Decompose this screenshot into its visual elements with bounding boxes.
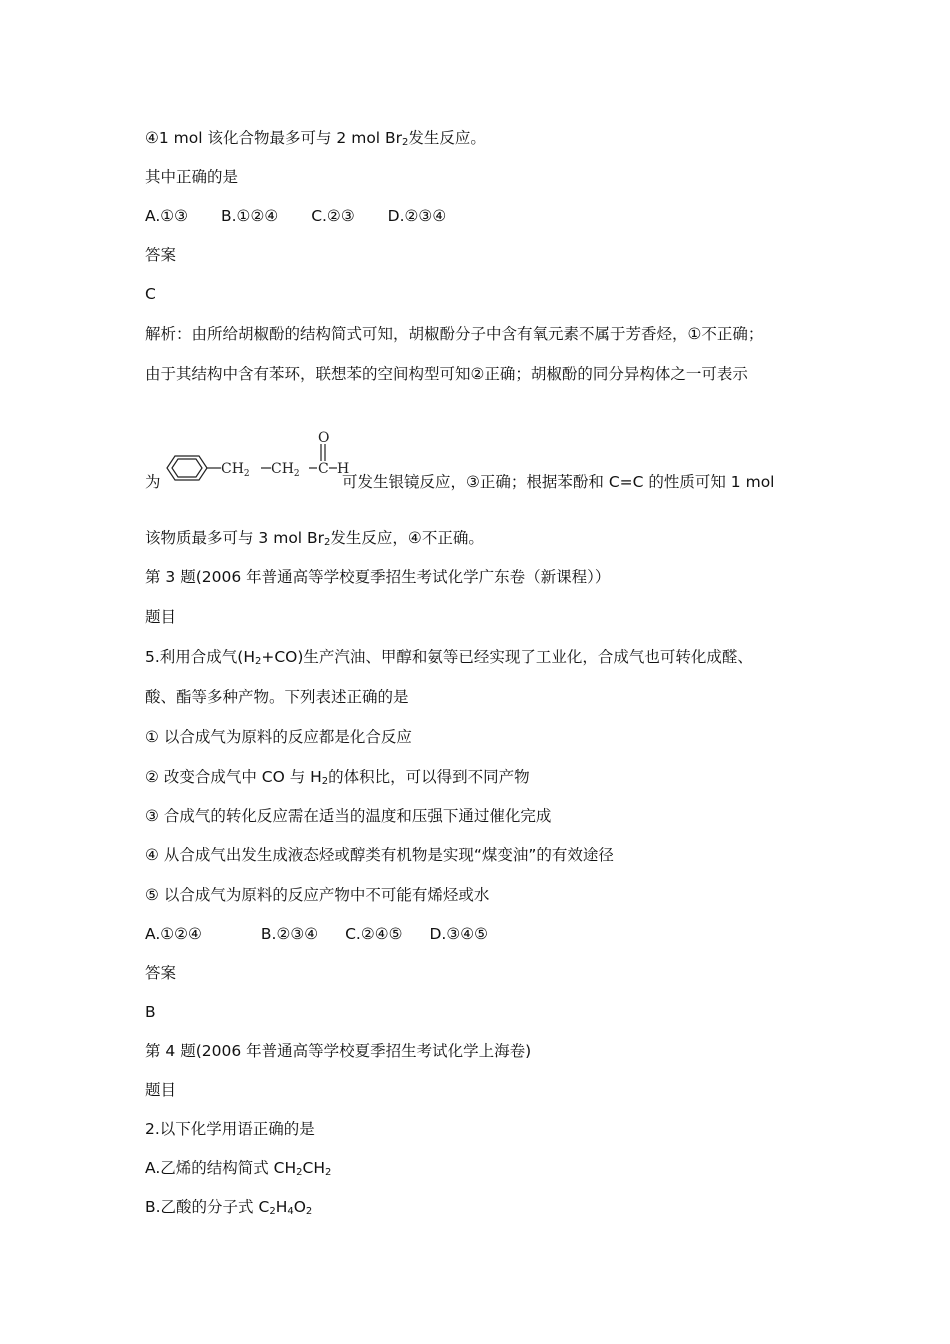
question-3-stem-1 [145, 647, 753, 667]
analysis-line-3-prefix: 为 [145, 473, 161, 491]
option-c: C.②③ [311, 207, 355, 225]
option-text: B.乙酸的分子式 C [145, 1198, 270, 1216]
statement-4-text: ④1 mol 该化合物最多可与 2 mol Br [145, 129, 403, 147]
question-4-option-b [145, 1197, 312, 1217]
stem-text-end: +CO)生产汽油、甲醇和氨等已经实现了工业化，合成气也可转化成醛、 [261, 648, 753, 666]
subscript: 2 [255, 656, 262, 667]
question-3-options [145, 924, 488, 944]
answer-label: 答案 [145, 246, 177, 264]
analysis-line-2: 由于其结构中含有苯环，联想苯的空间构型可知②正确；胡椒酚的同分异构体之一可表示 [145, 365, 748, 383]
option-text: H [275, 1198, 288, 1216]
subscript: 2 [325, 1167, 332, 1178]
aldehyde-hydrogen: H [337, 461, 350, 477]
option-text: O [293, 1198, 306, 1216]
subscript: 2 [269, 1206, 276, 1217]
analysis-line-1: 解析：由所给胡椒酚的结构简式可知，胡椒酚分子中含有氧元素不属于芳香烃，①不正确； [145, 325, 764, 343]
question-4-header: 第 4 题(2006 年普通高等学校夏季招生考试化学上海卷) [145, 1042, 532, 1060]
option-text: CH [302, 1159, 326, 1177]
analysis-line-4-end: 发生反应，④不正确。 [330, 529, 484, 547]
structural-formula [163, 428, 350, 492]
oxygen-atom: O [318, 430, 330, 446]
option-b: B.①②④ [221, 207, 279, 225]
svg-text:CH2 [221, 461, 250, 479]
subscript: 2 [293, 469, 300, 479]
question-3-header: 第 3 题(2006 年普通高等学校夏季招生考试化学广东卷（新课程）） [145, 568, 611, 586]
question-3-answer-label: 答案 [145, 964, 177, 982]
options-row [145, 206, 446, 226]
carbonyl-carbon: C [318, 461, 329, 477]
question-3-title-label: 题目 [145, 608, 177, 626]
subscript: 4 [287, 1206, 294, 1217]
question-3-statement-3: ③ 合成气的转化反应需在适当的温度和压强下通过催化完成 [145, 807, 552, 825]
analysis-line-4 [145, 528, 484, 548]
analysis-line-3-text: 可发生银镜反应，③正确；根据苯酚和 C=C 的性质可知 1 mol [342, 473, 775, 491]
subscript: 2 [243, 469, 250, 479]
analysis-line-3 [145, 428, 845, 498]
option-d: D.③④⑤ [429, 925, 489, 943]
analysis-line-4-text: 该物质最多可与 3 mol Br [145, 529, 325, 547]
subscript: 2 [324, 537, 331, 548]
question-3-answer: B [145, 1003, 156, 1021]
benzene-inner-ring [172, 459, 202, 477]
option-a: A.①②④ [145, 925, 202, 943]
option-a: A.①③ [145, 207, 189, 225]
subscript: 2 [296, 1167, 303, 1178]
question-3-statement-2 [145, 767, 530, 787]
option-d: D.②③④ [387, 207, 447, 225]
question-4-stem: 2.以下化学用语正确的是 [145, 1120, 315, 1138]
statement-4 [145, 128, 486, 148]
statement-4-text-end: 发生反应。 [408, 129, 486, 147]
benzene-ring [167, 456, 207, 480]
svg-text:CH2 [271, 461, 300, 479]
question-4-title-label: 题目 [145, 1081, 177, 1099]
question-3-statement-1: ① 以合成气为原料的反应都是化合反应 [145, 728, 412, 746]
option-c: C.②④⑤ [345, 925, 403, 943]
question-3-statement-5: ⑤ 以合成气为原料的反应产物中不可能有烯烃或水 [145, 886, 490, 904]
option-b: B.②③④ [260, 925, 319, 943]
ch2-group: CH [271, 461, 294, 477]
answer-value: C [145, 285, 156, 303]
ch2-group: CH [221, 461, 244, 477]
question-4-option-a [145, 1158, 331, 1178]
statement-text: ② 改变合成气中 CO 与 H [145, 768, 322, 786]
subscript: 2 [402, 137, 409, 148]
question-3-stem-2: 酸、酯等多种产物。下列表述正确的是 [145, 688, 409, 706]
statement-text-end: 的体积比，可以得到不同产物 [328, 768, 530, 786]
question-3-statement-4: ④ 从合成气出发生成液态烃或醇类有机物是实现“煤变油”的有效途径 [145, 846, 614, 864]
option-text: A.乙烯的结构简式 CH [145, 1159, 297, 1177]
stem-text: 5.利用合成气(H [145, 648, 255, 666]
question-prompt: 其中正确的是 [145, 168, 239, 186]
subscript: 2 [321, 776, 329, 787]
subscript: 2 [305, 1206, 313, 1217]
